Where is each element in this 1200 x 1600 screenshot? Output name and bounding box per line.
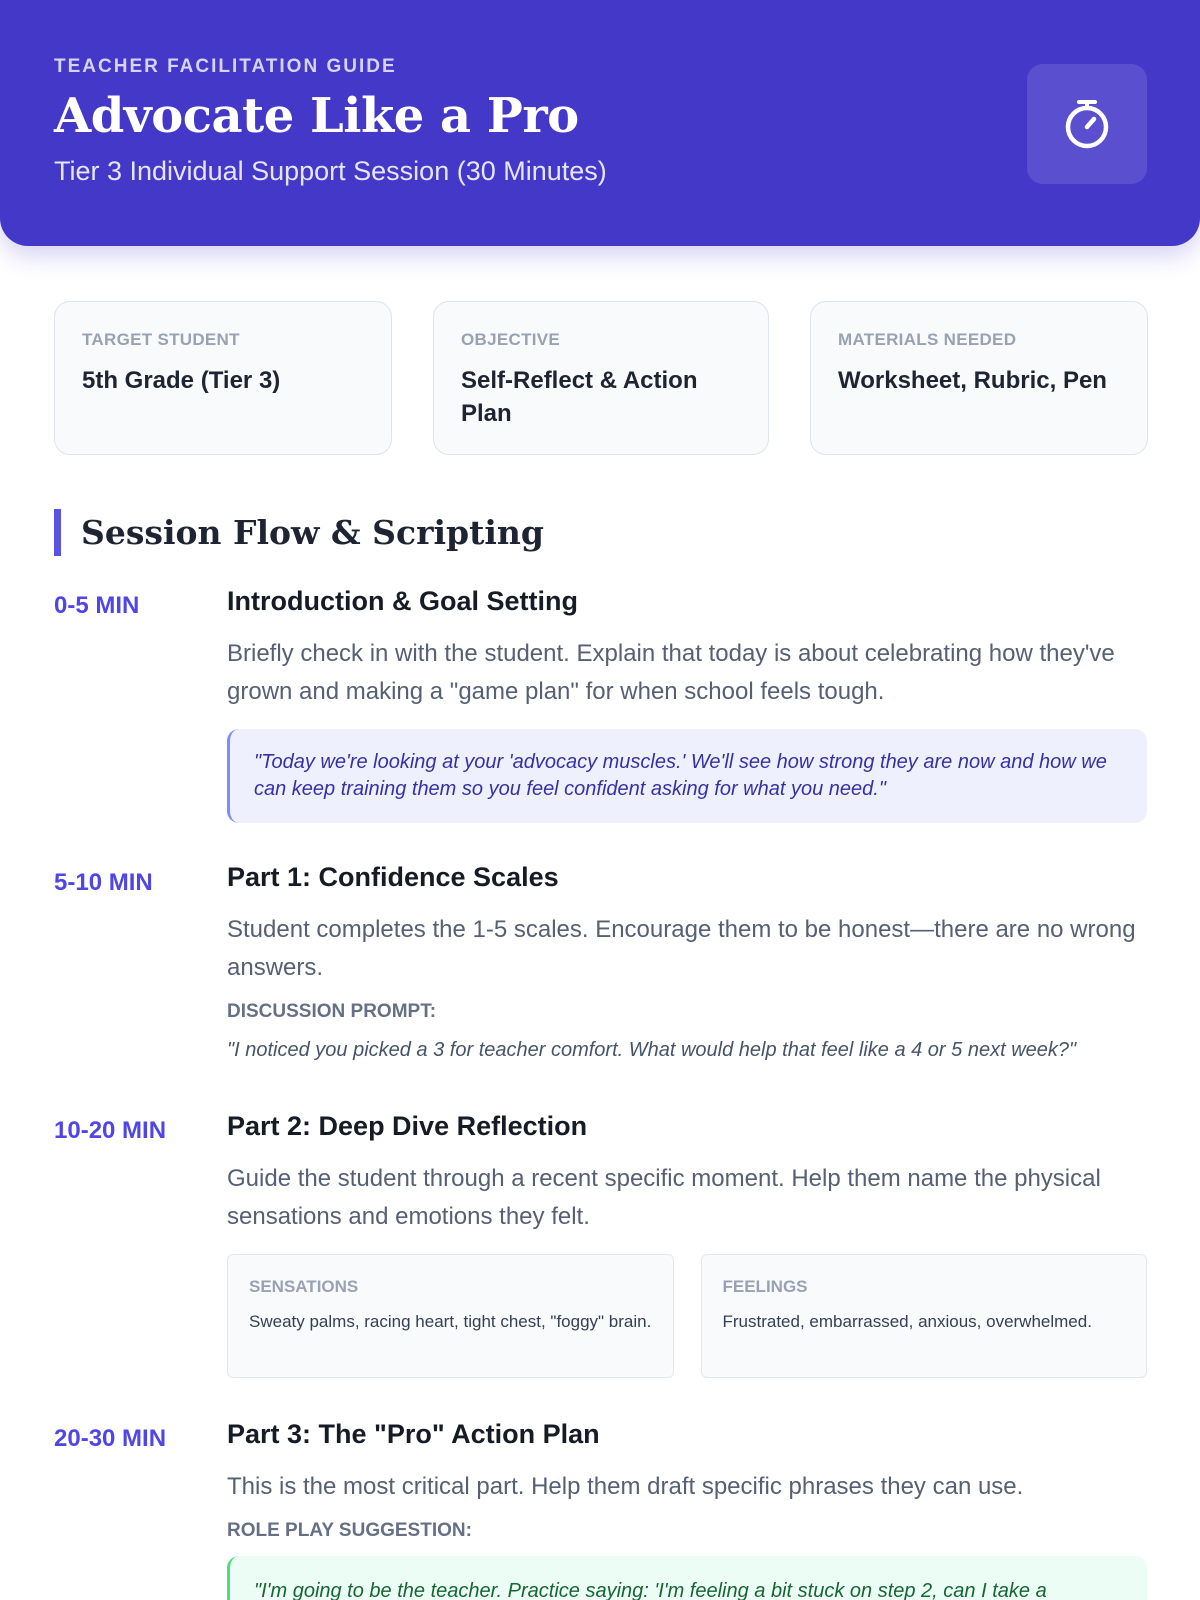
guide-eyebrow: TEACHER FACILITATION GUIDE — [54, 56, 397, 77]
step-deep-dive — [227, 1111, 1147, 1378]
header-banner — [0, 0, 1200, 246]
info-value: Self-Reflect & Action Plan — [461, 367, 698, 427]
info-value: Worksheet, Rubric, Pen — [838, 367, 1107, 394]
step-confidence-scales — [227, 862, 1147, 1062]
step-title: Part 2: Deep Dive Reflection — [227, 1111, 588, 1141]
roleplay-quote: "I'm going to be the teacher. Practice saying: 'I'm feeling a bit stuck on step 2, can I take a — [227, 1556, 1147, 1600]
step-description: Student completes the 1-5 scales. Encourage them to be honest—there are no wrong answers. — [227, 916, 1136, 981]
timer-button[interactable] — [1027, 64, 1147, 184]
step-description: This is the most critical part. Help them draft specific phrases they can use. — [227, 1473, 1024, 1500]
roleplay-label: ROLE PLAY SUGGESTION: — [227, 1520, 472, 1541]
step-description: Guide the student through a recent specific moment. Help them name the physical sensations and emotions they felt. — [227, 1165, 1101, 1230]
step-description: Briefly check in with the student. Explain that today is about celebrating how they've grown and making a "game plan" for when school feels tough. — [227, 640, 1115, 705]
card-text: Frustrated, embarrassed, anxious, overwhelmed. — [722, 1312, 1092, 1331]
card-text: Sweaty palms, racing heart, tight chest, "foggy" brain. — [249, 1312, 652, 1331]
step-time: 5-10 MIN — [54, 869, 153, 896]
info-card-objective — [433, 301, 769, 455]
step-title: Introduction & Goal Setting — [227, 586, 578, 616]
step-time: 10-20 MIN — [54, 1117, 167, 1144]
info-card-target-student — [54, 301, 392, 455]
reflection-cards — [227, 1254, 1147, 1378]
info-value: 5th Grade (Tier 3) — [82, 367, 281, 394]
card-label: FEELINGS — [722, 1277, 808, 1296]
step-time: 0-5 MIN — [54, 592, 140, 619]
step-time: 20-30 MIN — [54, 1425, 167, 1452]
stopwatch-icon — [1059, 96, 1115, 152]
discussion-prompt-text: "I noticed you picked a 3 for teacher comfort. What would help that feel like a 4 or 5 next week?" — [227, 1039, 1077, 1061]
sensations-card — [227, 1254, 674, 1378]
info-label: TARGET STUDENT — [82, 330, 240, 349]
card-label: SENSATIONS — [249, 1277, 359, 1296]
info-card-materials — [810, 301, 1148, 455]
step-title: Part 3: The "Pro" Action Plan — [227, 1419, 600, 1449]
page-title: Advocate Like a Pro — [54, 88, 579, 144]
feelings-card — [701, 1254, 1148, 1378]
teacher-script-quote: "Today we're looking at your 'advocacy muscles.' We'll see how strong they are now and how we can keep training them so you feel confident asking for what you need." — [227, 729, 1147, 823]
page-subtitle: Tier 3 Individual Support Session (30 Minutes) — [54, 156, 607, 186]
section-title: Session Flow & Scripting — [54, 509, 544, 556]
info-label: OBJECTIVE — [461, 330, 561, 349]
discussion-prompt-label: DISCUSSION PROMPT: — [227, 1001, 437, 1022]
step-action-plan — [227, 1419, 1147, 1600]
step-title: Part 1: Confidence Scales — [227, 862, 559, 892]
step-introduction — [227, 586, 1147, 823]
info-label: MATERIALS NEEDED — [838, 330, 1017, 349]
